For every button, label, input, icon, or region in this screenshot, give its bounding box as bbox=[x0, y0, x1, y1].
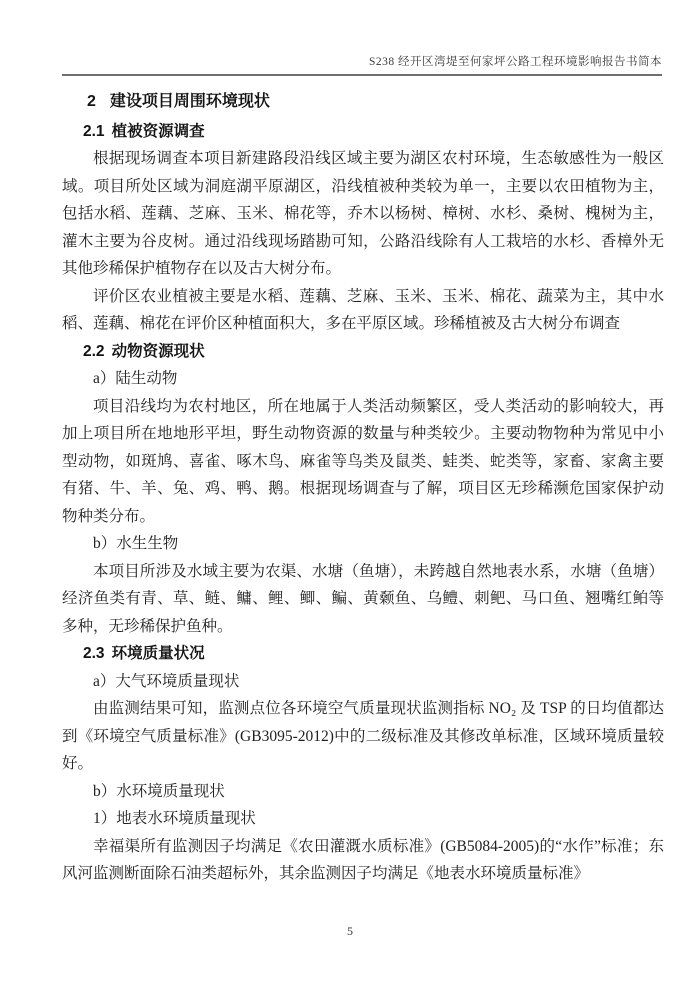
chapter-title: 建设项目周围环境现状 bbox=[109, 93, 270, 110]
paragraph-aquatic-life: 本项目所涉及水域主要为农渠、水塘（鱼塘），未跨越自然地表水系，水塘（鱼塘）经济鱼类有青、草、鲢、鳙、鲤、鲫、鳊、黄颡鱼、乌鳢、刺鲃、马口鱼、翘嘴红鲌等多种，无珍稀保护鱼种。 bbox=[62, 562, 664, 635]
chapter-number: 2 bbox=[87, 93, 96, 110]
subheading-terrestrial-animals: a）陆生动物 bbox=[93, 370, 178, 387]
paragraph-vegetation-1: 根据现场调查本项目新建路段沿线区域主要为湖区农村环境，生态敏感性为一般区域。项目所处区域为洞庭湖平原湖区，沿线植被种类较为单一，主要以农田植物为主，包括水稻、莲藕、芝麻、玉米、棉花等，乔木以杨树、樟树、水杉、桑树、槐树为主，灌木主要为谷皮树。通过沿线现场踏勘可知，公路沿线除有人工栽培的水杉、香樟外无其他珍稀保护植物存在以及古大树分布。 bbox=[62, 150, 664, 277]
subheading-air-quality: a）大气环境质量现状 bbox=[93, 672, 240, 690]
running-header: S238 经开区湾堤至何家坪公路工程环境影响报告书简本 bbox=[368, 56, 662, 68]
paragraph-vegetation-2: 评价区农业植被主要是水稻、莲藕、芝麻、玉米、玉米、棉花、蔬菜为主，其中水稻、莲藕、棉花在评价区种植面积大，多在平原区域。珍稀植被及古大树分布调查 bbox=[62, 287, 664, 332]
page-number: 5 bbox=[347, 924, 353, 938]
paragraph-surface-water-quality: 幸福渠所有监测因子均满足《农田灌溉水质标准》(GB5084-2005)的“水作”标准；东风河监测断面除石油类超标外，其余监测因子均满足《地表水环境质量标准》 bbox=[62, 837, 664, 882]
section-heading-2-1 bbox=[62, 118, 664, 146]
section-heading-2-3 bbox=[62, 640, 664, 668]
chapter-heading bbox=[62, 88, 664, 116]
section-number-2-3: 2.3 bbox=[83, 645, 105, 662]
paragraph-terrestrial-animals: 项目沿线均为农村地区，所在地属于人类活动频繁区，受人类活动的影响较大，再加上项目所在地地形平坦，野生动物资源的数量与种类较少。主要动物物种为常见中小型动物，如斑鸠、喜雀、啄木鸟、麻雀等鸟类及鼠类、蛙类、蛇类等，家畜、家禽主要有猪、牛、羊、兔、鸡、鸭、鹅。根据现场调查与了解，项目区无珍稀濒危国家保护动物种类分布。 bbox=[62, 397, 664, 525]
subheading-surface-water-quality: 1）地表水环境质量现状 bbox=[93, 810, 256, 827]
document-content bbox=[62, 88, 664, 888]
section-number-2-2: 2.2 bbox=[83, 342, 105, 360]
subheading-aquatic-life: b）水生生物 bbox=[93, 535, 179, 552]
subheading-water-quality: b）水环境质量现状 bbox=[93, 782, 225, 800]
section-title-2-1: 植被资源调查 bbox=[111, 122, 205, 140]
section-title-2-3: 环境质量状况 bbox=[111, 645, 205, 662]
section-number-2-1: 2.1 bbox=[83, 122, 105, 140]
paragraph-air-quality: 由监测结果可知，监测点位各环境空气质量现状监测指标 NO₂ 及 TSP 的日均值都达到《环境空气质量标准》(GB3095-2012)中的二级标准及其修改单标准，区域环境质量较好。 bbox=[62, 700, 664, 772]
header-rule bbox=[62, 74, 662, 76]
section-title-2-2: 动物资源现状 bbox=[111, 342, 205, 360]
section-heading-2-2 bbox=[62, 338, 664, 366]
